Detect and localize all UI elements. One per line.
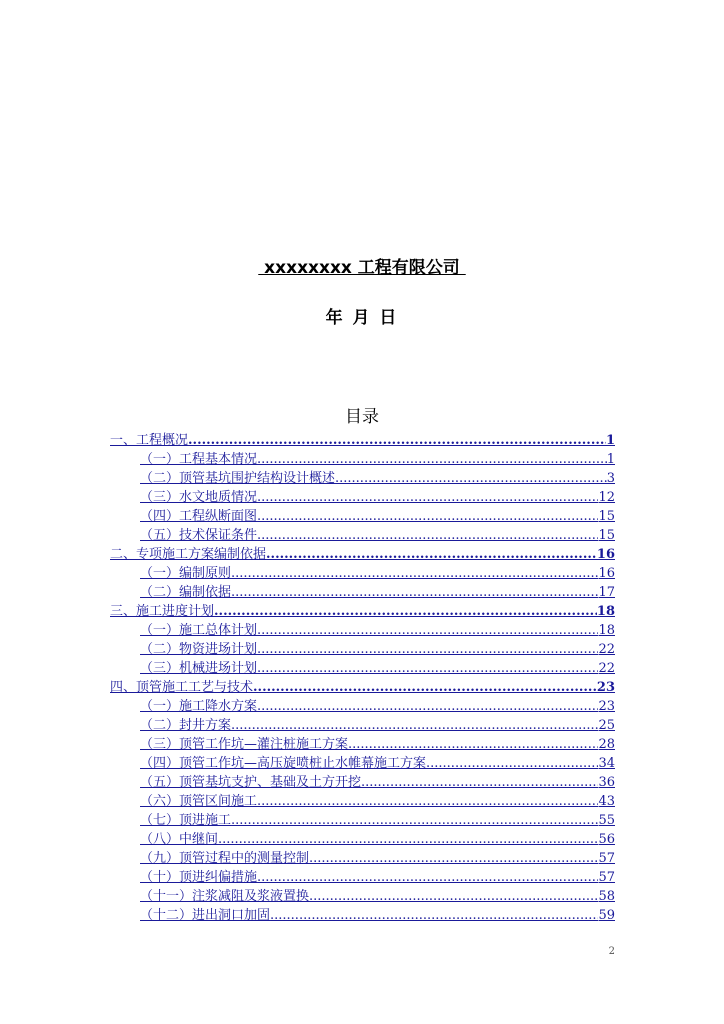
toc-entry[interactable]: （十）顶进纠偏措施 ..... 57 <box>140 868 615 887</box>
toc-entry[interactable]: （三）机械进场计划 ..... 22 <box>140 659 615 678</box>
toc-entry[interactable]: （四）工程纵断面图 ..... 15 <box>140 507 615 526</box>
toc-entry[interactable]: （九）顶管过程中的测量控制 ..... 57 <box>140 849 615 868</box>
toc-entry[interactable]: （七）顶进施工 ..... 55 <box>140 811 615 830</box>
toc-entry[interactable]: （三）水文地质情况 ..... 12 <box>140 488 615 507</box>
page-number: 2 <box>608 946 615 957</box>
toc-entry[interactable]: （二）编制依据 ..... 17 <box>140 583 615 602</box>
toc-entry[interactable]: （二）物资进场计划 ..... 22 <box>140 640 615 659</box>
toc-entry[interactable]: （四）顶管工作坑—高压旋喷桩止水帷幕施工方案 ..... 34 <box>140 754 615 773</box>
toc-entry[interactable]: （三）顶管工作坑—灌注桩施工方案 ..... 28 <box>140 735 615 754</box>
toc-entry[interactable]: （一）编制原则 ..... 16 <box>140 564 615 583</box>
toc-entry[interactable]: 一、工程概况 ..... 1 <box>110 431 615 450</box>
toc-entry[interactable]: （二）顶管基坑围护结构设计概述 ..... 3 <box>140 469 615 488</box>
date-line: 年 月 日 <box>325 308 399 328</box>
toc-entry[interactable]: （十一）注浆减阻及浆液置换 ..... 58 <box>140 887 615 906</box>
toc-title: 目录 <box>345 407 379 427</box>
toc-entry[interactable]: （一）施工总体计划 ..... 18 <box>140 621 615 640</box>
toc-entry[interactable]: （一）工程基本情况 ..... 1 <box>140 450 615 469</box>
company-name: xxxxxxxx 工程有限公司 <box>258 258 466 278</box>
toc-entry[interactable]: （十二）进出洞口加固 ..... 59 <box>140 906 615 925</box>
table-of-contents <box>110 431 615 925</box>
toc-entry[interactable]: （二）封井方案 ..... 25 <box>140 716 615 735</box>
toc-entry[interactable]: （五）顶管基坑支护、基础及土方开挖 ..... 36 <box>140 773 615 792</box>
toc-entry[interactable]: （五）技术保证条件 ..... 15 <box>140 526 615 545</box>
toc-entry[interactable]: 三、施工进度计划 ..... 18 <box>110 602 615 621</box>
toc-entry[interactable]: 二、专项施工方案编制依据 ..... 16 <box>110 545 615 564</box>
toc-entry[interactable]: （八）中继间 ..... 56 <box>140 830 615 849</box>
toc-entry[interactable]: 四、顶管施工工艺与技术 ..... 23 <box>110 678 615 697</box>
toc-entry[interactable]: （一）施工降水方案 ..... 23 <box>140 697 615 716</box>
toc-entry[interactable]: （六）顶管区间施工 ..... 43 <box>140 792 615 811</box>
